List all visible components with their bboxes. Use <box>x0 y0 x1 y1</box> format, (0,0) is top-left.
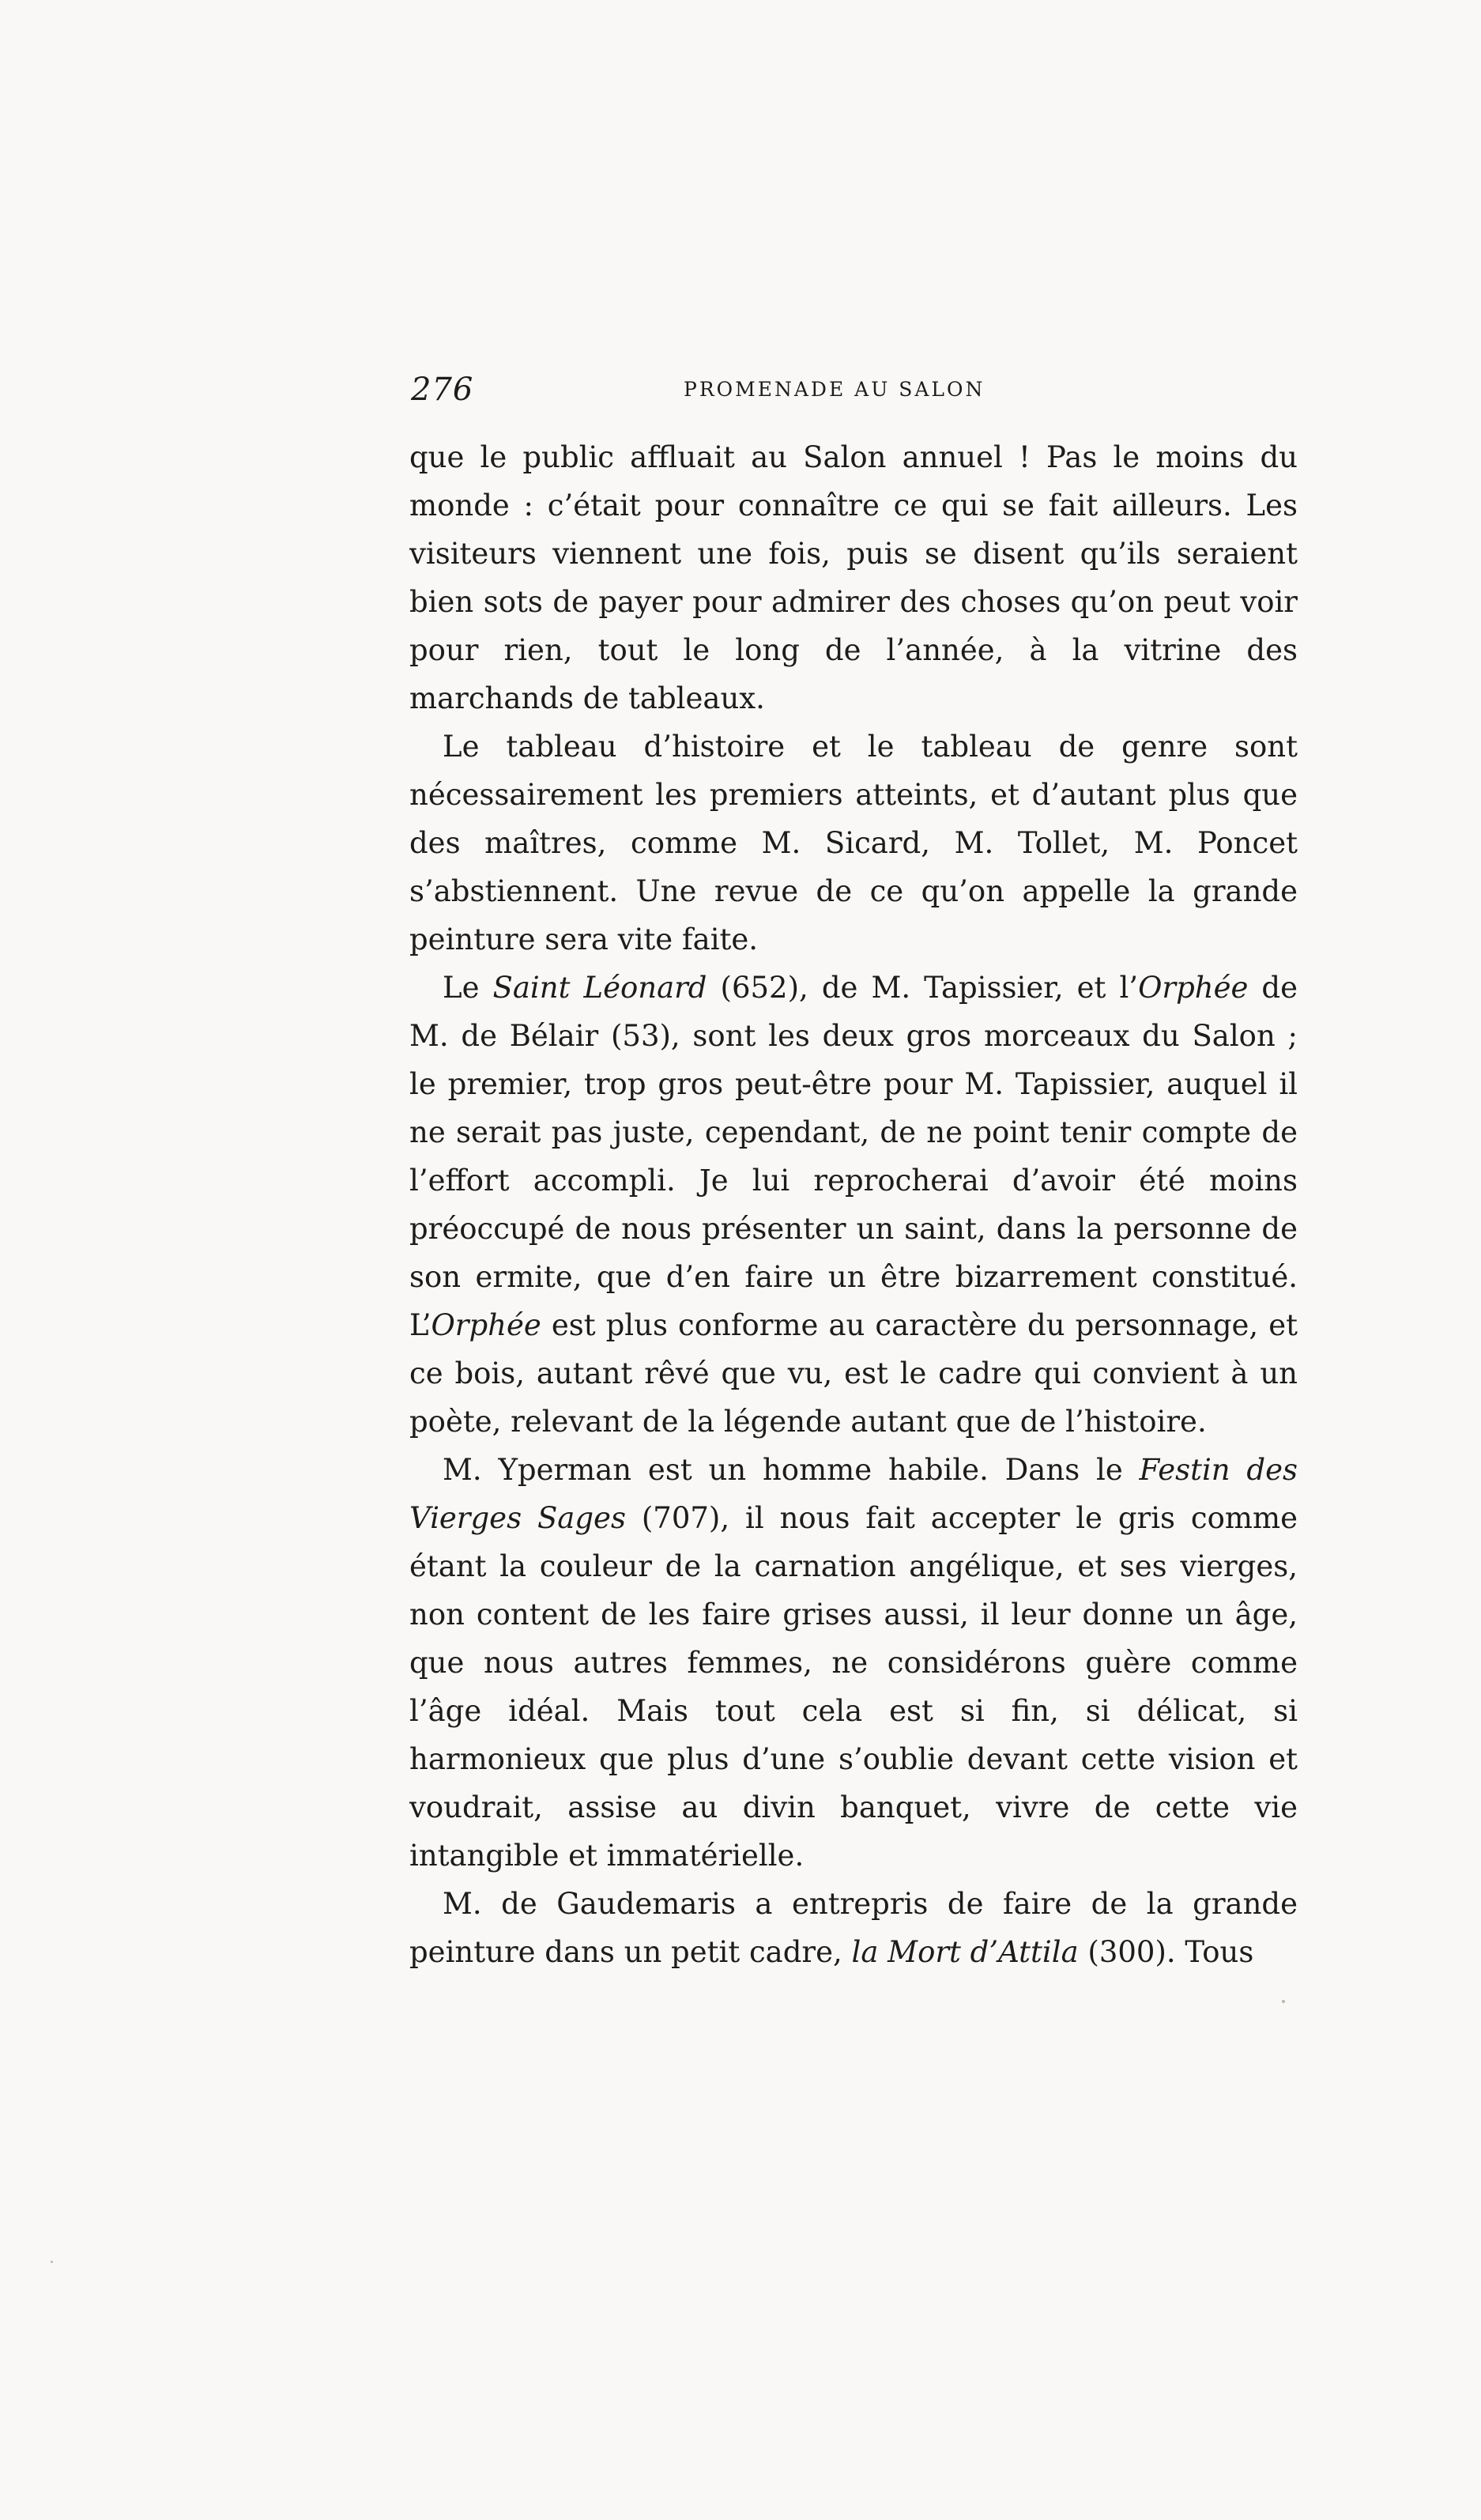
text-run: M. Yperman est un homme habile. Dans le <box>443 1453 1140 1487</box>
text-run: est plus conforme au caractère du personnage, et ce bois, autant rêvé que vu, est le cadre qui convient à un poète, relevant de la légende autant que de l’histoire. <box>409 1308 1298 1439</box>
text-run: que le public affluait au Salon annuel ! Pas le moins du monde : c’était pour connaître ce qui se fait ailleurs. Les visiteurs viennent une fois, puis se disent qu’ils seraient bien sots de payer pour admirer des choses qu’on peut voir pour rien, tout le long de l’année, à la vitrine des marchands de tableaux. <box>409 440 1298 715</box>
text-run: Le tableau d’histoire et le tableau de genre sont nécessairement les premiers atteints, et d’autant plus que des maîtres, comme M. Sicard, M. Tollet, M. Poncet s’abstiennent. Une revue de ce qu’on appelle la grande peinture sera vite faite. <box>409 730 1298 956</box>
text-run: (300). Tous <box>1078 1935 1254 1969</box>
italic-title: Orphée <box>431 1308 541 1342</box>
text-run: M. de Gaudemaris a entrepris de faire de la grande peinture dans un petit cadre, <box>409 1887 1298 1969</box>
text-run: Le <box>443 971 493 1005</box>
page-header <box>411 372 1312 419</box>
running-title: PROMENADE AU SALON <box>684 378 985 401</box>
paragraph-3 <box>409 964 1298 1446</box>
italic-title: Orphée <box>1138 971 1249 1005</box>
body-text <box>409 433 1298 1976</box>
italic-title: Saint Léonard <box>492 971 707 1005</box>
paper-speck <box>51 2261 53 2263</box>
paragraph-1 <box>409 433 1298 722</box>
paragraph-4 <box>409 1446 1298 1880</box>
text-run: (707), il nous fait accepter le gris comme étant la couleur de la carnation angélique, et ses vierges, non content de les faire grises aussi, il leur donne un âge, que nous autres femmes, ne considérons guère comme l’âge idéal. Mais tout cela est si fin, si délicat, si harmonieux que plus d’une s’oublie devant cette vision et voudrait, assise au divin banquet, vivre de cette vie intangible et immatérielle. <box>409 1501 1298 1873</box>
text-run: (652), de M. Tapissier, et l’ <box>707 971 1139 1005</box>
paragraph-5 <box>409 1880 1298 1976</box>
page-number: 276 <box>411 372 474 408</box>
italic-title: Festin des Vierges Sages <box>409 1453 1298 1535</box>
italic-title: la Mort d’Attila <box>851 1935 1079 1969</box>
paragraph-2 <box>409 722 1298 964</box>
paper-speck <box>1282 2000 1285 2003</box>
text-run: de M. de Bélair (53), sont les deux gros morceaux du Salon ; le premier, trop gros peut-être pour M. Tapissier, auquel il ne serait pas juste, cependant, de ne point tenir compte de l’effort accompli. Je lui reprocherai d’avoir été moins préoccupé de nous présenter un saint, dans la personne de son ermite, que d’en faire un être bizarrement constitué. L’ <box>409 971 1298 1342</box>
